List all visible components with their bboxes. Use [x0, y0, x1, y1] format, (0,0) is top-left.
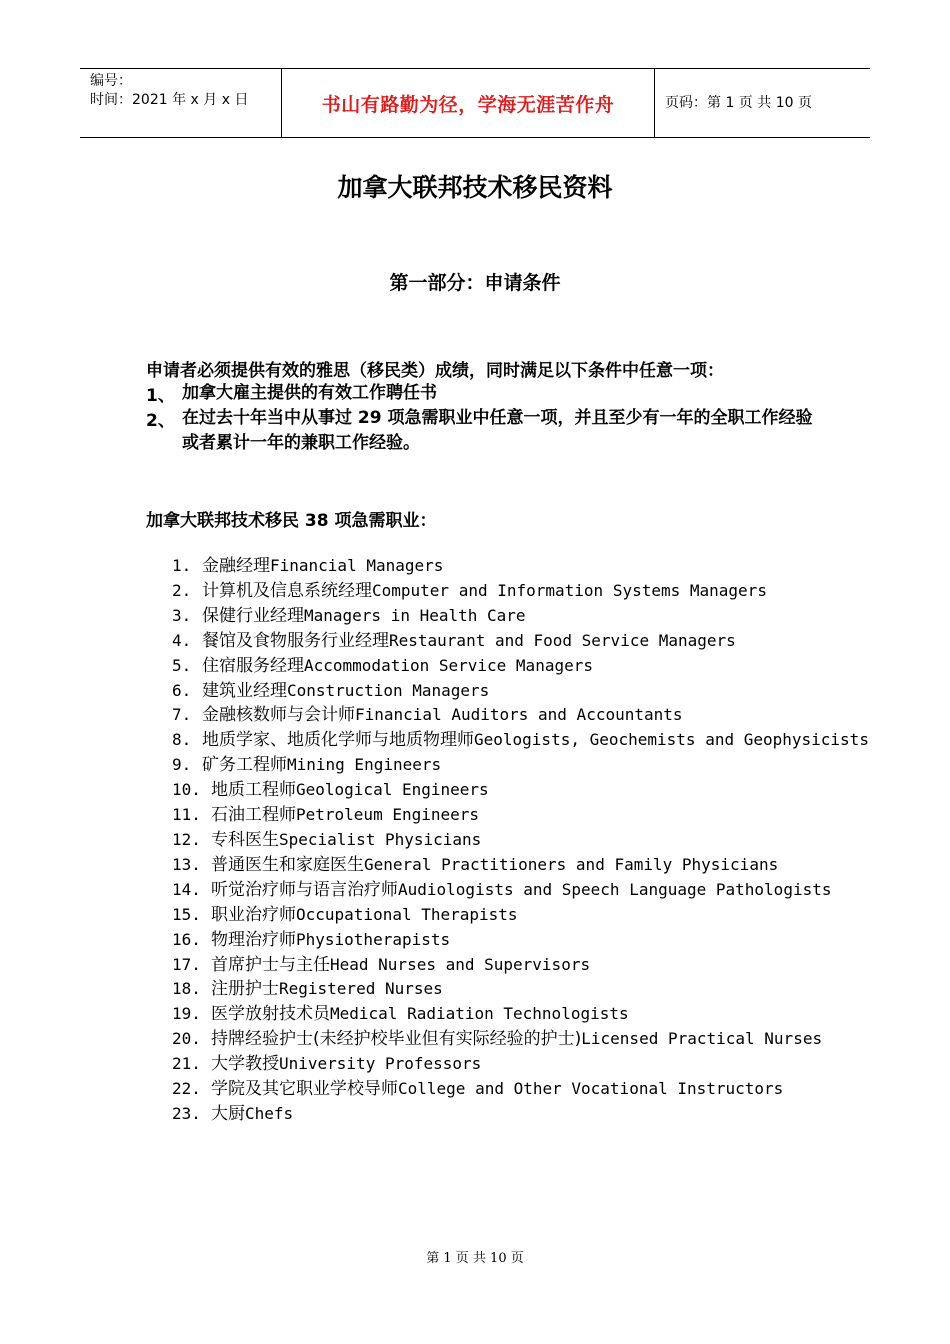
occupation-zh: 听觉治疗师与语言治疗师: [211, 879, 398, 900]
occupation-en: General Practitioners and Family Physicians: [364, 854, 779, 874]
requirement-number: 1、: [146, 386, 175, 406]
list-item: [172, 778, 872, 803]
page-info-cell: [655, 69, 870, 137]
list-item: [172, 928, 872, 953]
list-item: [172, 728, 872, 753]
occupation-zh: 专科医生: [211, 829, 279, 850]
time-label: 时间：2021 年 x 月 x 日: [90, 92, 249, 108]
item-number: 12.: [172, 829, 201, 849]
page-info: 页码：第 1 页 共 10 页: [665, 95, 812, 111]
occupation-en: Geologists, Geochemists and Geophysicists: [474, 730, 869, 750]
occupation-zh: 大学教授: [211, 1054, 279, 1075]
item-number: 4.: [172, 630, 192, 650]
occupation-list: [172, 554, 872, 1127]
list-item: [172, 579, 872, 604]
requirements-intro: 申请者必须提供有效的雅思（移民类）成绩，同时满足以下条件中任意一项：: [146, 361, 724, 381]
occupation-zh: 地质学家、地质化学师与地质物理师: [202, 730, 474, 751]
item-number: 5.: [172, 655, 192, 675]
item-number: 15.: [172, 904, 201, 924]
item-number: 10.: [172, 780, 201, 800]
occupation-en: Restaurant and Food Service Managers: [389, 630, 736, 650]
occupation-en: Chefs: [245, 1103, 294, 1123]
list-item: [172, 604, 872, 629]
occupation-en: Audiologists and Speech Language Pathologists: [398, 879, 832, 899]
item-number: 11.: [172, 805, 201, 825]
item-number: 19.: [172, 1004, 201, 1024]
list-item: [172, 753, 872, 778]
item-number: 20.: [172, 1029, 201, 1049]
occupation-zh: 建筑业经理: [202, 680, 287, 701]
occupation-en: University Professors: [279, 1054, 482, 1074]
occupation-en: Head Nurses and Supervisors: [330, 954, 591, 974]
occupation-en: Specialist Physicians: [279, 829, 482, 849]
occupation-zh: 餐馆及食物服务行业经理: [202, 630, 389, 651]
page-footer: 第 1 页 共 10 页: [426, 1251, 524, 1266]
header-meta-cell: [80, 69, 281, 137]
occupation-en: Medical Radiation Technologists: [330, 1004, 629, 1024]
list-item: [172, 878, 872, 903]
motto-cell: [281, 69, 655, 137]
requirement-text: 在过去十年当中从事过 29 项急需职业中任意一项，并且至少有一年的全职工作经验或者累计一年的兼职工作经验。: [182, 408, 813, 453]
occupation-zh: 矿务工程师: [202, 755, 287, 776]
item-number: 21.: [172, 1054, 201, 1074]
occupation-zh: 金融核数师与会计师: [202, 705, 355, 726]
occupation-en: Financial Auditors and Accountants: [355, 705, 683, 725]
item-number: 17.: [172, 954, 201, 974]
occupation-zh: 首席护士与主任: [211, 954, 330, 975]
occupation-en: Occupational Therapists: [296, 904, 518, 924]
list-item: [172, 828, 872, 853]
occupation-zh: 普通医生和家庭医生: [211, 854, 364, 875]
occupation-en: Licensed Practical Nurses: [581, 1029, 823, 1049]
header-table: [80, 68, 870, 138]
occupation-zh: 住宿服务经理: [202, 655, 304, 676]
item-number: 7.: [172, 705, 192, 725]
list-item: [172, 554, 872, 579]
occupation-en: Financial Managers: [270, 556, 444, 575]
list-item: [172, 903, 872, 928]
item-number: 14.: [172, 879, 201, 899]
list-item: [172, 1077, 872, 1102]
occupation-zh: 注册护士: [211, 979, 279, 1000]
occupation-en: Mining Engineers: [287, 755, 442, 775]
occupation-zh: 大厨: [211, 1103, 245, 1124]
item-number: 8.: [172, 730, 192, 750]
occupation-en: Computer and Information Systems Managers: [372, 580, 767, 600]
item-number: 16.: [172, 929, 201, 949]
occupation-zh: 石油工程师: [211, 805, 296, 826]
occupation-list-heading: 加拿大联邦技术移民 38 项急需职业：: [146, 511, 437, 531]
occupation-zh: 金融经理: [202, 556, 270, 576]
occupation-en: Physiotherapists: [296, 929, 451, 949]
document-title: 加拿大联邦技术移民资料: [337, 173, 613, 202]
item-number: 2.: [172, 580, 192, 600]
item-number: 3.: [172, 605, 192, 625]
item-number: 23.: [172, 1103, 201, 1123]
list-item: [172, 629, 872, 654]
list-item: [172, 803, 872, 828]
motto: 书山有路勤为径，学海无涯苦作舟: [321, 93, 615, 116]
item-number: 9.: [172, 755, 192, 775]
occupation-en: Registered Nurses: [279, 979, 443, 999]
requirement-number: 2、: [146, 411, 175, 431]
item-number: 18.: [172, 979, 201, 999]
occupation-en: Accommodation Service Managers: [304, 655, 593, 675]
occupation-en: Geological Engineers: [296, 780, 489, 800]
occupation-zh: 计算机及信息系统经理: [202, 580, 372, 601]
requirement-text: 加拿大雇主提供的有效工作聘任书: [182, 383, 437, 403]
occupation-zh: 地质工程师: [211, 780, 296, 801]
list-item: [172, 1027, 872, 1052]
item-number: 22.: [172, 1079, 201, 1099]
occupation-zh: 保健行业经理: [202, 605, 304, 626]
item-number: 6.: [172, 680, 192, 700]
occupation-zh: 学院及其它职业学校导师: [211, 1079, 398, 1100]
number-label: 编号：: [90, 73, 132, 89]
list-item: [172, 1002, 872, 1027]
item-number: 13.: [172, 854, 201, 874]
occupation-zh: 职业治疗师: [211, 904, 296, 925]
occupation-en: Managers in Health Care: [304, 605, 526, 625]
list-item: [172, 853, 872, 878]
list-item: [172, 953, 872, 978]
occupation-en: College and Other Vocational Instructors: [398, 1079, 784, 1099]
section-title: 第一部分：申请条件: [389, 272, 561, 294]
occupation-en: Petroleum Engineers: [296, 805, 480, 825]
occupation-zh: 持牌经验护士(未经护校毕业但有实际经验的护士): [211, 1029, 582, 1050]
list-item: [172, 679, 872, 704]
occupation-zh: 物理治疗师: [211, 929, 296, 950]
list-item: [172, 1052, 872, 1077]
list-item: [172, 703, 872, 728]
list-item: [172, 654, 872, 679]
item-number: 1.: [172, 556, 192, 575]
occupation-zh: 医学放射技术员: [211, 1004, 330, 1025]
list-item: [172, 977, 872, 1002]
list-item: [172, 1102, 872, 1127]
occupation-en: Construction Managers: [287, 680, 490, 700]
